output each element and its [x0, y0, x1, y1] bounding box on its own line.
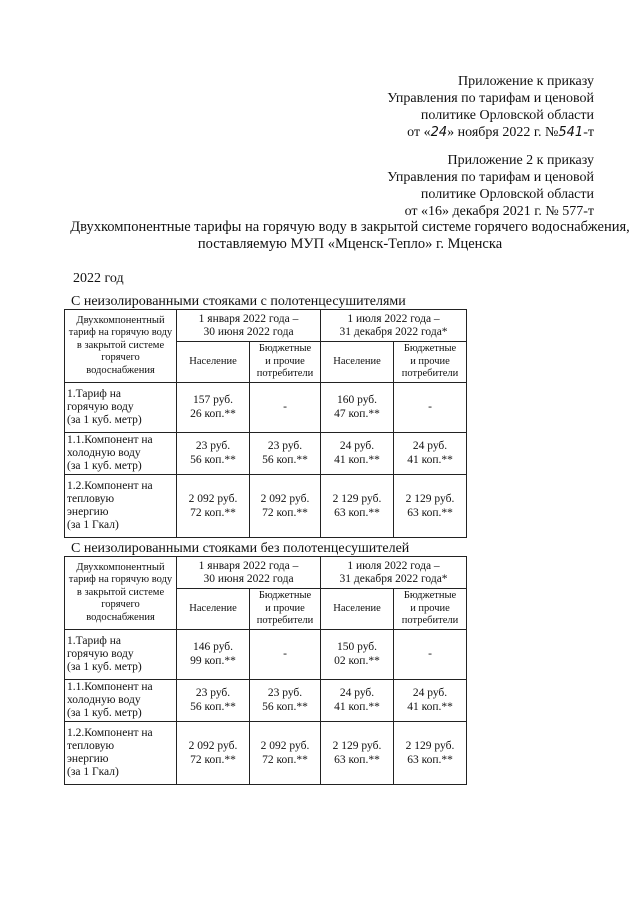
table-row — [65, 629, 467, 679]
table-cell: 2 129 руб. 63 коп.** — [321, 474, 394, 537]
table-row — [65, 679, 467, 721]
table-cell: 2 129 руб. 63 коп.** — [394, 721, 467, 784]
table-cell: 2 129 руб. 63 коп.** — [394, 474, 467, 537]
tariff-table — [64, 309, 467, 538]
table-cell: 146 руб. 99 коп.** — [177, 629, 250, 679]
table-cell: 150 руб. 02 коп.** — [321, 629, 394, 679]
table-cell: - — [394, 629, 467, 679]
table-cell: 23 руб. 56 коп.** — [177, 432, 250, 474]
date-prefix: от « — [407, 125, 431, 140]
appendix-header — [387, 73, 594, 141]
table-row — [65, 432, 467, 474]
appendix-line: политике Орловской области — [420, 108, 594, 123]
corner-header: Двухкомпонентный тариф на горячую воду в закрытой системе горячего водоснабжения — [65, 310, 177, 383]
column-header: Бюджетные и прочие потребители — [394, 342, 467, 383]
table-cell: 23 руб. 56 коп.** — [250, 679, 321, 721]
table-cell: - — [394, 382, 467, 432]
table-caption: С неизолированными стояками с полотенцесушителями — [71, 294, 406, 309]
appendix-2-header — [387, 152, 594, 220]
table-cell: 2 092 руб. 72 коп.** — [177, 721, 250, 784]
period-header: 1 января 2022 года – 30 июня 2022 года — [177, 557, 321, 589]
table-cell: 2 092 руб. 72 коп.** — [177, 474, 250, 537]
row-label: 1.2.Компонент на тепловую энергию (за 1 Гкал) — [65, 721, 177, 784]
column-header: Население — [321, 589, 394, 630]
appendix-line: от «16» декабря 2021 г. № 577-т — [404, 204, 594, 219]
table-row — [65, 382, 467, 432]
table-cell: 24 руб. 41 коп.** — [394, 679, 467, 721]
table-cell: 23 руб. 56 коп.** — [177, 679, 250, 721]
column-header: Бюджетные и прочие потребители — [394, 589, 467, 630]
table-cell: 157 руб. 26 коп.** — [177, 382, 250, 432]
table-cell: 2 092 руб. 72 коп.** — [250, 474, 321, 537]
table-cell: - — [250, 382, 321, 432]
table-cell: 2 129 руб. 63 коп.** — [321, 721, 394, 784]
row-label: 1.Тариф на горячую воду (за 1 куб. метр) — [65, 382, 177, 432]
column-header: Бюджетные и прочие потребители — [250, 589, 321, 630]
column-header: Бюджетные и прочие потребители — [250, 342, 321, 383]
table-cell: 160 руб. 47 коп.** — [321, 382, 394, 432]
handwritten-number: 541 — [558, 125, 584, 140]
year-label: 2022 год — [73, 271, 124, 286]
table-row — [65, 474, 467, 537]
row-label: 1.2.Компонент на тепловую энергию (за 1 Гкал) — [65, 474, 177, 537]
table-caption: С неизолированными стояками без полотенцесушителей — [71, 541, 410, 556]
date-suffix: -т — [583, 125, 594, 140]
appendix-line: политике Орловской области — [420, 187, 594, 202]
period-header: 1 июля 2022 года – 31 декабря 2022 года* — [321, 557, 467, 589]
table-cell: 23 руб. 56 коп.** — [250, 432, 321, 474]
period-header: 1 января 2022 года – 30 июня 2022 года — [177, 310, 321, 342]
column-header: Население — [177, 589, 250, 630]
appendix-line: Управления по тарифам и ценовой — [387, 91, 594, 106]
table-row — [65, 721, 467, 784]
table-cell: 24 руб. 41 коп.** — [394, 432, 467, 474]
row-label: 1.1.Компонент на холодную воду (за 1 куб. метр) — [65, 432, 177, 474]
appendix-line: Управления по тарифам и ценовой — [387, 170, 594, 185]
column-header: Население — [177, 342, 250, 383]
appendix-line: Приложение 2 к приказу — [447, 153, 594, 168]
appendix-date-line — [387, 124, 594, 141]
row-label: 1.1.Компонент на холодную воду (за 1 куб. метр) — [65, 679, 177, 721]
corner-header: Двухкомпонентный тариф на горячую воду в закрытой системе горячего водоснабжения — [65, 557, 177, 630]
date-mid: » ноября 2022 г. № — [447, 125, 559, 140]
row-label: 1.Тариф на горячую воду (за 1 куб. метр) — [65, 629, 177, 679]
column-header: Население — [321, 342, 394, 383]
appendix-line: Приложение к приказу — [458, 74, 594, 89]
table-cell: - — [250, 629, 321, 679]
table-cell: 24 руб. 41 коп.** — [321, 679, 394, 721]
period-header: 1 июля 2022 года – 31 декабря 2022 года* — [321, 310, 467, 342]
document-title: Двухкомпонентные тарифы на горячую воду в закрытой системе горячего водоснабжения, поставляемую МУП «Мценск-Тепло» г. Мценска — [70, 219, 630, 252]
table-cell: 2 092 руб. 72 коп.** — [250, 721, 321, 784]
handwritten-day: 24 — [430, 125, 448, 140]
table-cell: 24 руб. 41 коп.** — [321, 432, 394, 474]
tariff-table — [64, 556, 467, 785]
